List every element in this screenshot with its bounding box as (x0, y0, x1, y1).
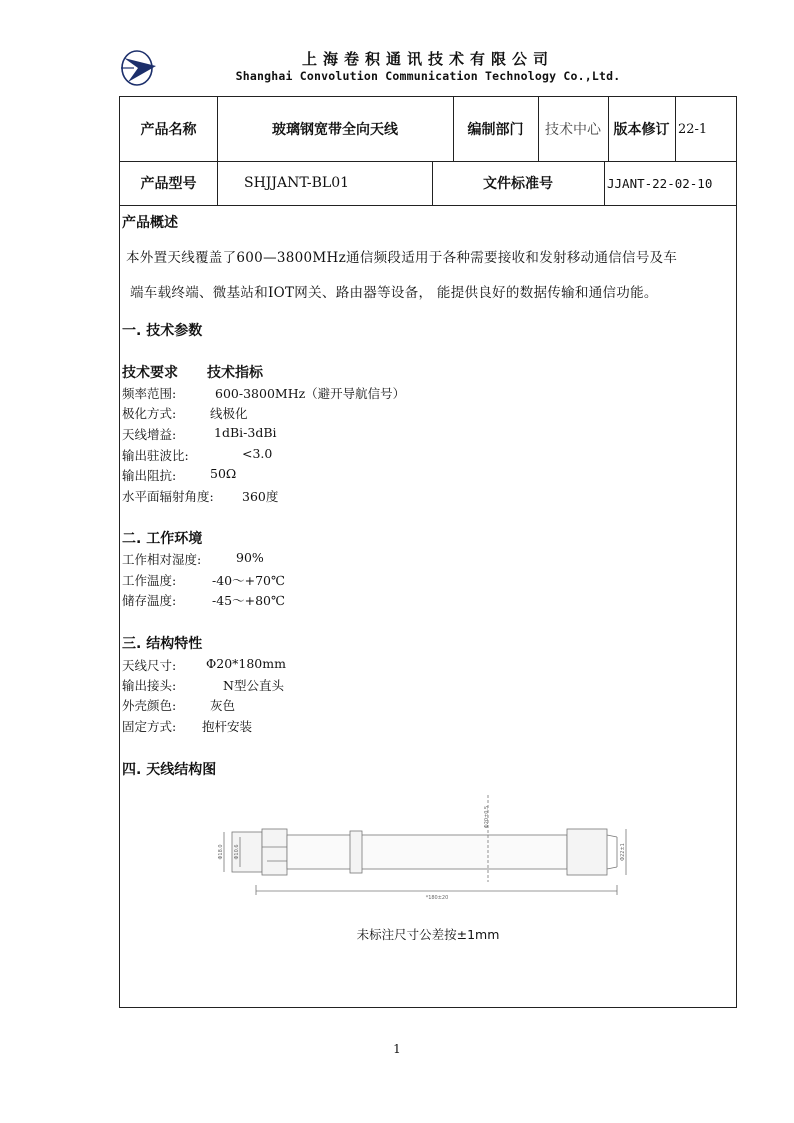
param-value: 360度 (242, 489, 279, 504)
dim-left-outer: Φ18.0 (218, 844, 224, 860)
overview-title: 产品概述 (122, 215, 178, 231)
param-value: 1dBi-3dBi (214, 425, 277, 440)
env-value: -45～+80℃ (212, 593, 285, 608)
overview-line-2: 端车载终端、微基站和IOT网关、路由器等设备， 能提供良好的数据传输和通信功能。 (130, 285, 658, 301)
section1-col1: 技术要求 (122, 365, 178, 381)
table-divider (604, 161, 605, 205)
env-label: 储存温度: (122, 593, 177, 608)
section4-title: 四. 天线结构图 (122, 762, 217, 778)
struct-value: 灰色 (210, 698, 236, 713)
department-value: 技术中心 (545, 122, 601, 138)
struct-label: 天线尺寸: (122, 658, 177, 673)
company-name-en: Shanghai Convolution Communication Technology Co.,Ltd. (235, 69, 621, 83)
env-value: 90% (236, 550, 264, 565)
doc-std-value: JJANT-22-02-10 (607, 175, 713, 191)
struct-label: 外壳颜色: (122, 698, 177, 713)
table-divider (120, 205, 736, 206)
param-label: 输出阻抗: (122, 468, 177, 483)
struct-value: 抱杆安装 (202, 719, 253, 734)
revision-label: 版本修订 (613, 122, 670, 138)
product-name-label: 产品名称 (140, 122, 197, 138)
table-divider (675, 97, 676, 161)
struct-value: N型公直头 (223, 678, 284, 693)
param-label: 水平面辐射角度: (122, 489, 214, 504)
struct-label: 输出接头: (122, 678, 177, 693)
section1-title: 一. 技术参数 (122, 323, 203, 339)
param-label: 天线增益: (122, 427, 177, 442)
company-name-cn: 上海卷积通讯技术有限公司 (301, 50, 554, 68)
dim-right: Φ22±1 (620, 843, 626, 861)
doc-std-label: 文件标准号 (483, 176, 553, 192)
product-name-value: 玻璃钢宽带全向天线 (272, 122, 398, 138)
env-label: 工作温度: (122, 573, 177, 588)
page-number: 1 (393, 1042, 401, 1056)
revision-value: 22-1 (678, 121, 708, 137)
env-label: 工作相对湿度: (122, 552, 202, 567)
param-value: 600-3800MHz（避开导航信号） (215, 386, 406, 401)
param-label: 极化方式: (122, 406, 177, 421)
dim-diameter: Φ20±0.5 (484, 805, 490, 829)
model-value: SHJJANT-BL01 (244, 175, 350, 191)
param-value: 50Ω (210, 466, 237, 481)
spec-sheet (119, 96, 737, 1008)
struct-value: Φ20*180mm (206, 656, 286, 671)
param-label: 频率范围: (122, 386, 177, 401)
param-label: 输出驻波比: (122, 448, 189, 463)
document-header (118, 44, 738, 92)
antenna-structure-drawing (212, 787, 652, 917)
param-value: <3.0 (242, 446, 273, 461)
struct-label: 固定方式: (122, 719, 177, 734)
param-value: 线极化 (210, 406, 248, 421)
section3-title: 三. 结构特性 (122, 636, 203, 652)
dim-length: *180±20 (425, 895, 449, 901)
drawing-caption: 未标注尺寸公差按±1mm (356, 927, 500, 942)
section2-title: 二. 工作环境 (122, 531, 203, 547)
model-label: 产品型号 (140, 176, 197, 192)
department-label: 编制部门 (467, 122, 524, 138)
dim-left-inner: Φ10.6 (234, 844, 240, 860)
overview-line-1: 本外置天线覆盖了600—3800MHz通信频段适用于各种需要接收和发射移动通信信号及车 (126, 250, 678, 266)
env-value: -40～+70℃ (212, 573, 285, 588)
section1-col2: 技术指标 (207, 365, 263, 381)
